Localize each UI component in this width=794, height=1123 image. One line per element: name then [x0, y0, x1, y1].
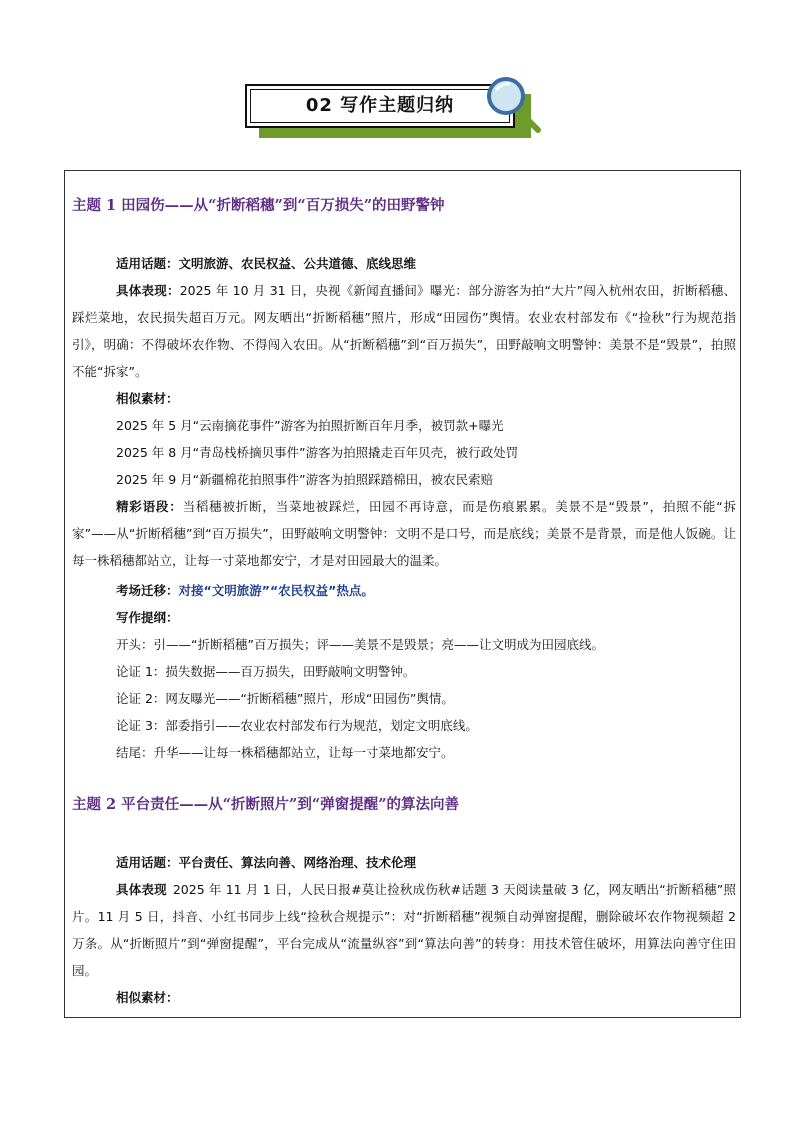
outline-item: 论证 1：损失数据——百万损失，田野敲响文明警钟。 — [116, 664, 416, 679]
detail-text: 2025 年 11 月 1 日，人民日报#莫让捡秋成伤秋#话题 3 天阅读量破 3 亿，网友晒出“折断稻穗”照片。11 月 5 日，抖音、小红书同步上线“捡秋合规提示”：对“折断稻穗”视频自动弹窗提醒，删除破坏农作物视频超 2 万条。从“折断照片”到“弹窗提醒”，平台完成从“流量纵容”到“算法向善”的转身：用技术管住破坏，用算法向善守住田园。 — [72, 882, 736, 978]
outline-item: 论证 2：网友曝光——“折断稻穗”照片，形成“田园伤”舆情。 — [116, 691, 454, 706]
theme-1-outline-label: 写作提纲： — [116, 610, 179, 625]
exam-label: 考场迁移： — [116, 583, 179, 598]
topics-label: 适用话题： — [116, 256, 179, 271]
theme-1-topics — [116, 250, 416, 277]
theme-1-similar-label: 相似素材： — [116, 391, 179, 406]
topics-label: 适用话题： — [116, 855, 179, 870]
similar-item: 2025 年 5 月“云南摘花事件”游客为拍照折断百年月季，被罚款+曝光 — [116, 418, 504, 433]
quote-label: 精彩语段： — [116, 499, 183, 514]
detail-label: 具体表现 — [116, 882, 167, 897]
theme-1-exam — [116, 577, 374, 604]
similar-item: 2025 年 8 月“青岛栈桥摘贝事件”游客为拍照撬走百年贝壳，被行政处罚 — [116, 445, 519, 460]
theme-1-detail — [72, 277, 736, 385]
theme-1-heading: 主题 1 田园伤——从“折断稻穗”到“百万损失”的田野警钟 — [72, 197, 445, 214]
theme-2-topics — [116, 849, 416, 876]
outline-item: 结尾：升华——让每一株稻穗都站立，让每一寸菜地都安宁。 — [116, 745, 454, 760]
theme-1-quote — [72, 493, 736, 574]
quote-text: 当稻穗被折断，当菜地被踩烂，田园不再诗意，而是伤痕累累。美景不是“毁景”，拍照不能“拆家”——从“折断稻穗”到“百万损失”，田野敲响文明警钟：文明不是口号，而是底线；美景不是背景，而是他人饭碗。让每一株稻穗都站立，让每一寸菜地都安宁，才是对田园最大的温柔。 — [72, 499, 736, 568]
banner-title: 02 写作主题归纳 — [305, 95, 455, 116]
topics-value: 文明旅游、农民权益、公共道德、底线思维 — [178, 256, 417, 271]
similar-item: 2025 年 9 月“新疆棉花拍照事件”游客为拍照踩踏棉田，被农民索赔 — [116, 472, 494, 487]
exam-text: 对接“文明旅游”“农民权益”热点。 — [178, 583, 374, 598]
magnifier-icon — [482, 74, 542, 134]
detail-text: 2025 年 10 月 31 日，央视《新闻直播间》曝光：部分游客为拍“大片”闯入杭州农田，折断稻穗、踩烂菜地，农民损失超百万元。网友晒出“折断稻穗”照片，形成“田园伤”舆情。农业农村部发布《“捡秋”行为规范指引》，明确：不得破坏农作物、不得闯入农田。从“折断稻穗”到“百万损失”，田野敲响文明警钟：美景不是“毁景”，拍照不能“拆家”。 — [72, 283, 736, 379]
theme-2-similar-label: 相似素材： — [116, 990, 179, 1005]
detail-label: 具体表现： — [116, 283, 180, 298]
theme-2-detail — [72, 876, 736, 984]
outline-item: 论证 3：部委指引——农业农村部发布行为规范，划定文明底线。 — [116, 718, 478, 733]
outline-item: 开头：引——“折断稻穗”百万损失；评——美景不是毁景；亮——让文明成为田园底线。 — [116, 637, 604, 652]
topics-value: 平台责任、算法向善、网络治理、技术伦理 — [178, 855, 417, 870]
theme-2-heading: 主题 2 平台责任——从“折断照片”到“弹窗提醒”的算法向善 — [72, 796, 460, 813]
